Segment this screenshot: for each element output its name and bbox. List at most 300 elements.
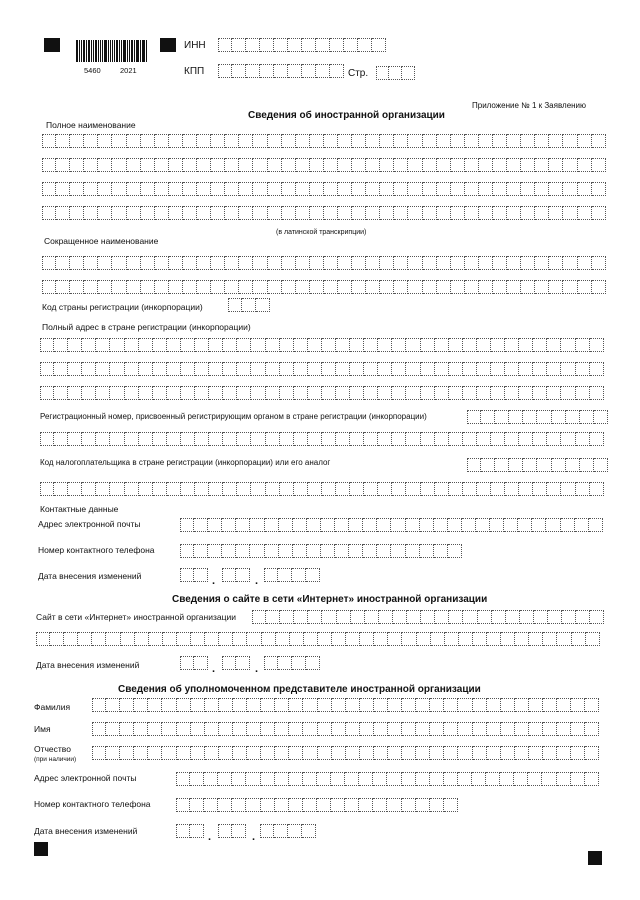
char-cell[interactable] bbox=[310, 280, 324, 294]
char-cell[interactable] bbox=[585, 698, 599, 712]
char-cell[interactable] bbox=[543, 698, 557, 712]
phone-field[interactable] bbox=[180, 544, 462, 558]
char-cell[interactable] bbox=[316, 64, 330, 78]
char-cell[interactable] bbox=[252, 610, 266, 624]
char-cell[interactable] bbox=[589, 518, 603, 532]
short-name-row-1[interactable] bbox=[42, 256, 606, 270]
char-cell[interactable] bbox=[70, 206, 84, 220]
char-cell[interactable] bbox=[501, 722, 515, 736]
char-cell[interactable] bbox=[251, 432, 265, 446]
char-cell[interactable] bbox=[209, 362, 223, 376]
char-cell[interactable] bbox=[360, 746, 374, 760]
char-cell[interactable] bbox=[451, 280, 465, 294]
char-cell[interactable] bbox=[310, 206, 324, 220]
char-cell[interactable] bbox=[303, 772, 317, 786]
char-cell[interactable] bbox=[521, 280, 535, 294]
char-cell[interactable] bbox=[576, 338, 590, 352]
char-cell[interactable] bbox=[211, 134, 225, 148]
char-cell[interactable] bbox=[292, 568, 306, 582]
full-address-row-3[interactable] bbox=[40, 386, 604, 400]
char-cell[interactable] bbox=[352, 158, 366, 172]
char-cell[interactable] bbox=[561, 518, 575, 532]
char-cell[interactable] bbox=[543, 722, 557, 736]
char-cell[interactable] bbox=[473, 746, 487, 760]
char-cell[interactable] bbox=[430, 772, 444, 786]
char-cell[interactable] bbox=[350, 386, 364, 400]
char-cell[interactable] bbox=[183, 206, 197, 220]
char-cell[interactable] bbox=[288, 64, 302, 78]
char-cell[interactable] bbox=[434, 518, 448, 532]
char-cell[interactable] bbox=[310, 158, 324, 172]
char-cell[interactable] bbox=[268, 158, 282, 172]
char-cell[interactable] bbox=[68, 432, 82, 446]
char-cell[interactable] bbox=[378, 338, 392, 352]
char-cell[interactable] bbox=[169, 280, 183, 294]
char-cell[interactable] bbox=[571, 722, 585, 736]
char-cell[interactable] bbox=[253, 206, 267, 220]
char-cell[interactable] bbox=[402, 746, 416, 760]
char-cell[interactable] bbox=[78, 632, 92, 646]
char-cell[interactable] bbox=[296, 134, 310, 148]
char-cell[interactable] bbox=[473, 698, 487, 712]
char-cell[interactable] bbox=[549, 256, 563, 270]
char-cell[interactable] bbox=[561, 482, 575, 496]
char-cell[interactable] bbox=[465, 280, 479, 294]
char-cell[interactable] bbox=[519, 386, 533, 400]
char-cell[interactable] bbox=[56, 256, 70, 270]
char-cell[interactable] bbox=[352, 280, 366, 294]
char-cell[interactable] bbox=[535, 158, 549, 172]
char-cell[interactable] bbox=[392, 482, 406, 496]
char-cell[interactable] bbox=[592, 134, 606, 148]
char-cell[interactable] bbox=[232, 64, 246, 78]
char-cell[interactable] bbox=[389, 66, 402, 80]
char-cell[interactable] bbox=[402, 698, 416, 712]
char-cell[interactable] bbox=[514, 772, 528, 786]
char-cell[interactable] bbox=[416, 772, 430, 786]
char-cell[interactable] bbox=[194, 544, 208, 558]
char-cell[interactable] bbox=[330, 64, 344, 78]
char-cell[interactable] bbox=[406, 432, 420, 446]
char-cell[interactable] bbox=[501, 746, 515, 760]
char-cell[interactable] bbox=[594, 458, 608, 472]
char-cell[interactable] bbox=[110, 362, 124, 376]
char-cell[interactable] bbox=[533, 432, 547, 446]
char-cell[interactable] bbox=[274, 824, 288, 838]
char-cell[interactable] bbox=[324, 206, 338, 220]
char-cell[interactable] bbox=[211, 206, 225, 220]
char-cell[interactable] bbox=[358, 38, 372, 52]
char-cell[interactable] bbox=[195, 432, 209, 446]
char-cell[interactable] bbox=[366, 158, 380, 172]
char-cell[interactable] bbox=[162, 722, 176, 736]
char-cell[interactable] bbox=[332, 746, 346, 760]
char-cell[interactable] bbox=[125, 362, 139, 376]
char-cell[interactable] bbox=[183, 134, 197, 148]
char-cell[interactable] bbox=[478, 610, 492, 624]
char-cell[interactable] bbox=[495, 410, 509, 424]
char-cell[interactable] bbox=[402, 722, 416, 736]
char-cell[interactable] bbox=[479, 158, 493, 172]
char-cell[interactable] bbox=[592, 182, 606, 196]
char-cell[interactable] bbox=[476, 518, 490, 532]
char-cell[interactable] bbox=[406, 338, 420, 352]
char-cell[interactable] bbox=[197, 206, 211, 220]
char-cell[interactable] bbox=[162, 698, 176, 712]
char-cell[interactable] bbox=[387, 772, 401, 786]
char-cell[interactable] bbox=[561, 338, 575, 352]
char-cell[interactable] bbox=[402, 66, 415, 80]
rep-change-date-month[interactable] bbox=[218, 824, 246, 838]
char-cell[interactable] bbox=[364, 432, 378, 446]
char-cell[interactable] bbox=[223, 432, 237, 446]
char-cell[interactable] bbox=[500, 772, 514, 786]
char-cell[interactable] bbox=[575, 518, 589, 532]
char-cell[interactable] bbox=[537, 458, 551, 472]
char-cell[interactable] bbox=[261, 772, 275, 786]
char-cell[interactable] bbox=[458, 772, 472, 786]
char-cell[interactable] bbox=[236, 568, 250, 582]
char-cell[interactable] bbox=[359, 772, 373, 786]
char-cell[interactable] bbox=[462, 518, 476, 532]
char-cell[interactable] bbox=[444, 798, 458, 812]
char-cell[interactable] bbox=[56, 158, 70, 172]
char-cell[interactable] bbox=[590, 362, 604, 376]
char-cell[interactable] bbox=[346, 722, 360, 736]
char-cell[interactable] bbox=[176, 772, 190, 786]
char-cell[interactable] bbox=[208, 518, 222, 532]
char-cell[interactable] bbox=[421, 432, 435, 446]
char-cell[interactable] bbox=[378, 362, 392, 376]
char-cell[interactable] bbox=[543, 632, 557, 646]
char-cell[interactable] bbox=[110, 386, 124, 400]
char-cell[interactable] bbox=[528, 772, 542, 786]
char-cell[interactable] bbox=[148, 746, 162, 760]
char-cell[interactable] bbox=[125, 432, 139, 446]
char-cell[interactable] bbox=[112, 134, 126, 148]
char-cell[interactable] bbox=[515, 746, 529, 760]
char-cell[interactable] bbox=[321, 544, 335, 558]
char-cell[interactable] bbox=[153, 432, 167, 446]
char-cell[interactable] bbox=[239, 280, 253, 294]
char-cell[interactable] bbox=[504, 518, 518, 532]
char-cell[interactable] bbox=[218, 38, 232, 52]
char-cell[interactable] bbox=[96, 362, 110, 376]
char-cell[interactable] bbox=[176, 824, 190, 838]
char-cell[interactable] bbox=[380, 134, 394, 148]
char-cell[interactable] bbox=[82, 432, 96, 446]
char-cell[interactable] bbox=[96, 482, 110, 496]
char-cell[interactable] bbox=[465, 256, 479, 270]
char-cell[interactable] bbox=[592, 280, 606, 294]
char-cell[interactable] bbox=[477, 338, 491, 352]
char-cell[interactable] bbox=[406, 386, 420, 400]
char-cell[interactable] bbox=[302, 64, 316, 78]
char-cell[interactable] bbox=[406, 362, 420, 376]
char-cell[interactable] bbox=[491, 432, 505, 446]
char-cell[interactable] bbox=[70, 256, 84, 270]
char-cell[interactable] bbox=[303, 746, 317, 760]
char-cell[interactable] bbox=[338, 256, 352, 270]
char-cell[interactable] bbox=[420, 518, 434, 532]
char-cell[interactable] bbox=[332, 632, 346, 646]
char-cell[interactable] bbox=[183, 256, 197, 270]
char-cell[interactable] bbox=[437, 134, 451, 148]
char-cell[interactable] bbox=[542, 772, 556, 786]
char-cell[interactable] bbox=[388, 698, 402, 712]
char-cell[interactable] bbox=[195, 482, 209, 496]
char-cell[interactable] bbox=[280, 432, 294, 446]
char-cell[interactable] bbox=[465, 134, 479, 148]
char-cell[interactable] bbox=[167, 362, 181, 376]
char-cell[interactable] bbox=[487, 746, 501, 760]
char-cell[interactable] bbox=[481, 410, 495, 424]
char-cell[interactable] bbox=[194, 568, 208, 582]
char-cell[interactable] bbox=[296, 280, 310, 294]
char-cell[interactable] bbox=[490, 518, 504, 532]
char-cell[interactable] bbox=[552, 410, 566, 424]
char-cell[interactable] bbox=[181, 338, 195, 352]
char-cell[interactable] bbox=[543, 746, 557, 760]
char-cell[interactable] bbox=[211, 182, 225, 196]
char-cell[interactable] bbox=[197, 256, 211, 270]
char-cell[interactable] bbox=[402, 798, 416, 812]
char-cell[interactable] bbox=[408, 134, 422, 148]
char-cell[interactable] bbox=[233, 632, 247, 646]
char-cell[interactable] bbox=[529, 698, 543, 712]
char-cell[interactable] bbox=[237, 338, 251, 352]
char-cell[interactable] bbox=[316, 38, 330, 52]
char-cell[interactable] bbox=[195, 362, 209, 376]
char-cell[interactable] bbox=[153, 482, 167, 496]
char-cell[interactable] bbox=[473, 632, 487, 646]
char-cell[interactable] bbox=[421, 610, 435, 624]
char-cell[interactable] bbox=[70, 134, 84, 148]
char-cell[interactable] bbox=[345, 772, 359, 786]
country-code-field[interactable] bbox=[228, 298, 270, 312]
char-cell[interactable] bbox=[520, 610, 534, 624]
char-cell[interactable] bbox=[139, 338, 153, 352]
char-cell[interactable] bbox=[264, 568, 278, 582]
char-cell[interactable] bbox=[106, 698, 120, 712]
char-cell[interactable] bbox=[296, 206, 310, 220]
char-cell[interactable] bbox=[463, 386, 477, 400]
char-cell[interactable] bbox=[529, 746, 543, 760]
char-cell[interactable] bbox=[549, 182, 563, 196]
char-cell[interactable] bbox=[561, 386, 575, 400]
char-cell[interactable] bbox=[324, 182, 338, 196]
char-cell[interactable] bbox=[232, 798, 246, 812]
char-cell[interactable] bbox=[233, 698, 247, 712]
char-cell[interactable] bbox=[590, 338, 604, 352]
char-cell[interactable] bbox=[294, 386, 308, 400]
char-cell[interactable] bbox=[493, 256, 507, 270]
full-name-row-3[interactable] bbox=[42, 182, 606, 196]
char-cell[interactable] bbox=[222, 544, 236, 558]
char-cell[interactable] bbox=[505, 362, 519, 376]
char-cell[interactable] bbox=[195, 338, 209, 352]
char-cell[interactable] bbox=[557, 746, 571, 760]
char-cell[interactable] bbox=[294, 432, 308, 446]
char-cell[interactable] bbox=[177, 722, 191, 736]
char-cell[interactable] bbox=[360, 632, 374, 646]
char-cell[interactable] bbox=[416, 798, 430, 812]
char-cell[interactable] bbox=[197, 280, 211, 294]
char-cell[interactable] bbox=[317, 772, 331, 786]
char-cell[interactable] bbox=[437, 158, 451, 172]
char-cell[interactable] bbox=[364, 338, 378, 352]
rep-phone-field[interactable] bbox=[176, 798, 458, 812]
char-cell[interactable] bbox=[134, 698, 148, 712]
char-cell[interactable] bbox=[321, 518, 335, 532]
char-cell[interactable] bbox=[275, 698, 289, 712]
char-cell[interactable] bbox=[324, 256, 338, 270]
char-cell[interactable] bbox=[167, 432, 181, 446]
char-cell[interactable] bbox=[225, 280, 239, 294]
char-cell[interactable] bbox=[477, 432, 491, 446]
char-cell[interactable] bbox=[578, 182, 592, 196]
char-cell[interactable] bbox=[268, 134, 282, 148]
char-cell[interactable] bbox=[183, 182, 197, 196]
char-cell[interactable] bbox=[463, 432, 477, 446]
char-cell[interactable] bbox=[506, 610, 520, 624]
char-cell[interactable] bbox=[402, 632, 416, 646]
char-cell[interactable] bbox=[451, 182, 465, 196]
char-cell[interactable] bbox=[68, 386, 82, 400]
full-name-row-1[interactable] bbox=[42, 134, 606, 148]
char-cell[interactable] bbox=[352, 134, 366, 148]
char-cell[interactable] bbox=[155, 158, 169, 172]
char-cell[interactable] bbox=[557, 632, 571, 646]
char-cell[interactable] bbox=[563, 280, 577, 294]
char-cell[interactable] bbox=[392, 386, 406, 400]
char-cell[interactable] bbox=[98, 182, 112, 196]
char-cell[interactable] bbox=[448, 518, 462, 532]
char-cell[interactable] bbox=[282, 182, 296, 196]
char-cell[interactable] bbox=[437, 256, 451, 270]
char-cell[interactable] bbox=[507, 182, 521, 196]
char-cell[interactable] bbox=[479, 256, 493, 270]
char-cell[interactable] bbox=[268, 280, 282, 294]
char-cell[interactable] bbox=[237, 432, 251, 446]
char-cell[interactable] bbox=[141, 206, 155, 220]
char-cell[interactable] bbox=[435, 432, 449, 446]
char-cell[interactable] bbox=[307, 544, 321, 558]
char-cell[interactable] bbox=[279, 544, 293, 558]
char-cell[interactable] bbox=[223, 386, 237, 400]
char-cell[interactable] bbox=[308, 610, 322, 624]
char-cell[interactable] bbox=[507, 134, 521, 148]
char-cell[interactable] bbox=[352, 206, 366, 220]
char-cell[interactable] bbox=[260, 64, 274, 78]
char-cell[interactable] bbox=[310, 134, 324, 148]
char-cell[interactable] bbox=[261, 698, 275, 712]
char-cell[interactable] bbox=[223, 362, 237, 376]
char-cell[interactable] bbox=[330, 38, 344, 52]
char-cell[interactable] bbox=[112, 158, 126, 172]
char-cell[interactable] bbox=[458, 746, 472, 760]
char-cell[interactable] bbox=[260, 824, 274, 838]
char-cell[interactable] bbox=[394, 256, 408, 270]
char-cell[interactable] bbox=[322, 610, 336, 624]
change-date-day[interactable] bbox=[180, 568, 208, 582]
char-cell[interactable] bbox=[392, 362, 406, 376]
char-cell[interactable] bbox=[501, 632, 515, 646]
char-cell[interactable] bbox=[251, 338, 265, 352]
char-cell[interactable] bbox=[336, 386, 350, 400]
char-cell[interactable] bbox=[282, 280, 296, 294]
char-cell[interactable] bbox=[338, 158, 352, 172]
char-cell[interactable] bbox=[219, 698, 233, 712]
char-cell[interactable] bbox=[302, 824, 316, 838]
char-cell[interactable] bbox=[372, 38, 386, 52]
char-cell[interactable] bbox=[562, 610, 576, 624]
char-cell[interactable] bbox=[377, 518, 391, 532]
char-cell[interactable] bbox=[487, 698, 501, 712]
char-cell[interactable] bbox=[266, 338, 280, 352]
char-cell[interactable] bbox=[391, 518, 405, 532]
char-cell[interactable] bbox=[98, 256, 112, 270]
char-cell[interactable] bbox=[449, 362, 463, 376]
char-cell[interactable] bbox=[463, 338, 477, 352]
char-cell[interactable] bbox=[40, 432, 54, 446]
char-cell[interactable] bbox=[435, 362, 449, 376]
char-cell[interactable] bbox=[239, 158, 253, 172]
char-cell[interactable] bbox=[318, 722, 332, 736]
char-cell[interactable] bbox=[139, 432, 153, 446]
char-cell[interactable] bbox=[50, 632, 64, 646]
char-cell[interactable] bbox=[279, 518, 293, 532]
char-cell[interactable] bbox=[211, 158, 225, 172]
char-cell[interactable] bbox=[261, 722, 275, 736]
char-cell[interactable] bbox=[292, 656, 306, 670]
char-cell[interactable] bbox=[205, 722, 219, 736]
char-cell[interactable] bbox=[222, 656, 236, 670]
char-cell[interactable] bbox=[191, 746, 205, 760]
char-cell[interactable] bbox=[349, 518, 363, 532]
char-cell[interactable] bbox=[180, 568, 194, 582]
char-cell[interactable] bbox=[585, 746, 599, 760]
char-cell[interactable] bbox=[239, 182, 253, 196]
char-cell[interactable] bbox=[233, 722, 247, 736]
char-cell[interactable] bbox=[169, 256, 183, 270]
char-cell[interactable] bbox=[346, 746, 360, 760]
website-row-1[interactable] bbox=[252, 610, 604, 624]
char-cell[interactable] bbox=[331, 772, 345, 786]
char-cell[interactable] bbox=[549, 158, 563, 172]
char-cell[interactable] bbox=[547, 386, 561, 400]
surname-field[interactable] bbox=[92, 698, 599, 712]
char-cell[interactable] bbox=[276, 632, 290, 646]
char-cell[interactable] bbox=[265, 518, 279, 532]
char-cell[interactable] bbox=[519, 482, 533, 496]
char-cell[interactable] bbox=[563, 158, 577, 172]
char-cell[interactable] bbox=[322, 482, 336, 496]
char-cell[interactable] bbox=[487, 632, 501, 646]
email-field[interactable] bbox=[180, 518, 603, 532]
char-cell[interactable] bbox=[219, 632, 233, 646]
char-cell[interactable] bbox=[261, 746, 275, 760]
char-cell[interactable] bbox=[275, 746, 289, 760]
char-cell[interactable] bbox=[576, 482, 590, 496]
char-cell[interactable] bbox=[350, 362, 364, 376]
char-cell[interactable] bbox=[472, 772, 486, 786]
char-cell[interactable] bbox=[451, 256, 465, 270]
char-cell[interactable] bbox=[408, 182, 422, 196]
char-cell[interactable] bbox=[477, 362, 491, 376]
char-cell[interactable] bbox=[250, 544, 264, 558]
char-cell[interactable] bbox=[247, 632, 261, 646]
